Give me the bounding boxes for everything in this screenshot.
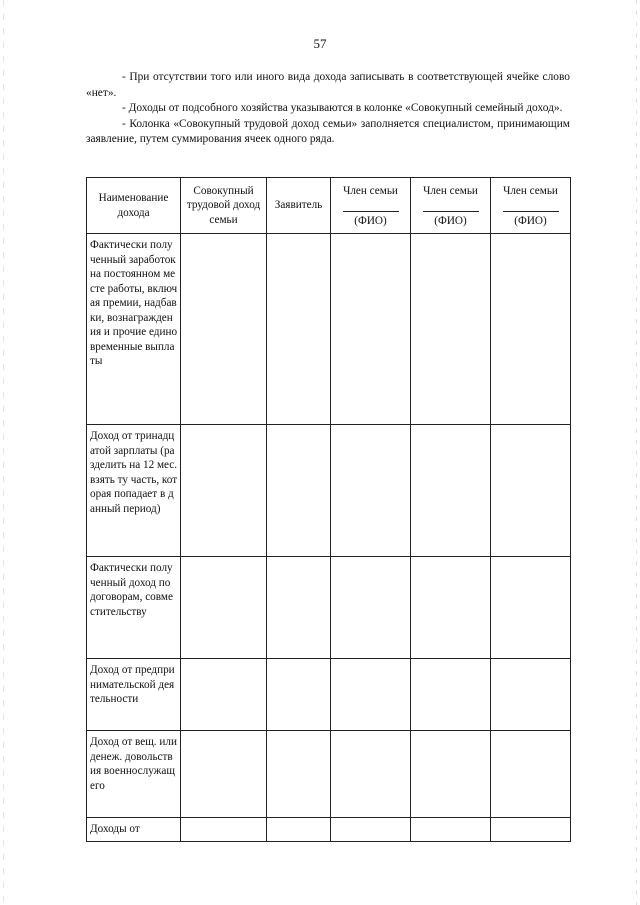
cell-member[interactable] (331, 234, 411, 425)
header-family-member (411, 178, 491, 234)
fio-caption: (ФИО) (514, 214, 547, 227)
cell-member[interactable] (411, 557, 491, 659)
cell-member[interactable] (331, 818, 411, 842)
family-member-label: Член семьи (423, 185, 478, 197)
instruction-paragraph: - Колонка «Совокупный трудовой доход семьи» заполняется специалистом, принимающим заявление, путем суммирования ячеек одного ряда. (86, 117, 570, 145)
row-label-business: Доход от предпринимательской деятельности (87, 659, 181, 731)
cell-member[interactable] (491, 731, 571, 818)
cell-member[interactable] (411, 659, 491, 731)
cell-applicant[interactable] (267, 818, 331, 842)
cell-member[interactable] (491, 818, 571, 842)
cell-total[interactable] (181, 818, 267, 842)
header-family-member (491, 178, 571, 234)
fio-fill-line (503, 211, 559, 212)
row-label-contracts: Фактически полученный доход по договорам, совместительству (87, 557, 181, 659)
cell-member[interactable] (411, 425, 491, 557)
table-header-row (87, 178, 571, 234)
header-family-member (331, 178, 411, 234)
table-row (87, 234, 571, 425)
cell-member[interactable] (411, 234, 491, 425)
family-member-label: Член семьи (343, 185, 398, 197)
cell-member[interactable] (331, 731, 411, 818)
cell-applicant[interactable] (267, 234, 331, 425)
scan-edge-left (3, 0, 4, 905)
family-member-label: Член семьи (503, 185, 558, 197)
cell-member[interactable] (331, 557, 411, 659)
cell-applicant[interactable] (267, 557, 331, 659)
header-income-name: Наименование дохода (87, 178, 181, 234)
cell-member[interactable] (491, 234, 571, 425)
cell-applicant[interactable] (267, 425, 331, 557)
cell-total[interactable] (181, 234, 267, 425)
header-total-income: Совокупный трудовой доход семьи (181, 178, 267, 234)
table-row (87, 818, 571, 842)
cell-total[interactable] (181, 731, 267, 818)
fio-fill-line (343, 211, 399, 212)
scan-edge-right (636, 0, 637, 905)
cell-member[interactable] (331, 425, 411, 557)
cell-member[interactable] (411, 731, 491, 818)
cell-member[interactable] (491, 659, 571, 731)
header-applicant: Заявитель (267, 178, 331, 234)
page-number: 57 (313, 36, 327, 51)
cell-member[interactable] (491, 425, 571, 557)
table-row (87, 659, 571, 731)
row-label-military-allowance: Доход от вещ. или денеж. довольствия военнослужащего (87, 731, 181, 818)
cell-applicant[interactable] (267, 731, 331, 818)
table-row (87, 557, 571, 659)
cell-member[interactable] (491, 557, 571, 659)
instructions (86, 70, 570, 148)
row-label-thirteenth-salary: Доход от тринадцатой зарплаты (разделить на 12 мес. взять ту часть, которая попадает в данный период) (87, 425, 181, 557)
cell-member[interactable] (331, 659, 411, 731)
fio-caption: (ФИО) (434, 214, 467, 227)
instruction-paragraph: - Доходы от подсобного хозяйства указываются в колонке «Совокупный семейный доход». (122, 102, 563, 114)
row-label-other-income: Доходы от (87, 818, 181, 842)
cell-total[interactable] (181, 659, 267, 731)
table-row (87, 425, 571, 557)
income-table (86, 177, 571, 842)
cell-total[interactable] (181, 557, 267, 659)
instruction-paragraph: - При отсутствии того или иного вида дохода записывать в соответствующей ячейке слово «нет». (86, 71, 570, 99)
fio-fill-line (423, 211, 479, 212)
row-label-salary: Фактически полученный заработок на постоянном месте работы, включая премии, надбавки, вознаграждения и прочие единовременные выплаты (87, 234, 181, 425)
table-row (87, 731, 571, 818)
cell-total[interactable] (181, 425, 267, 557)
fio-caption: (ФИО) (354, 214, 387, 227)
cell-member[interactable] (411, 818, 491, 842)
cell-applicant[interactable] (267, 659, 331, 731)
